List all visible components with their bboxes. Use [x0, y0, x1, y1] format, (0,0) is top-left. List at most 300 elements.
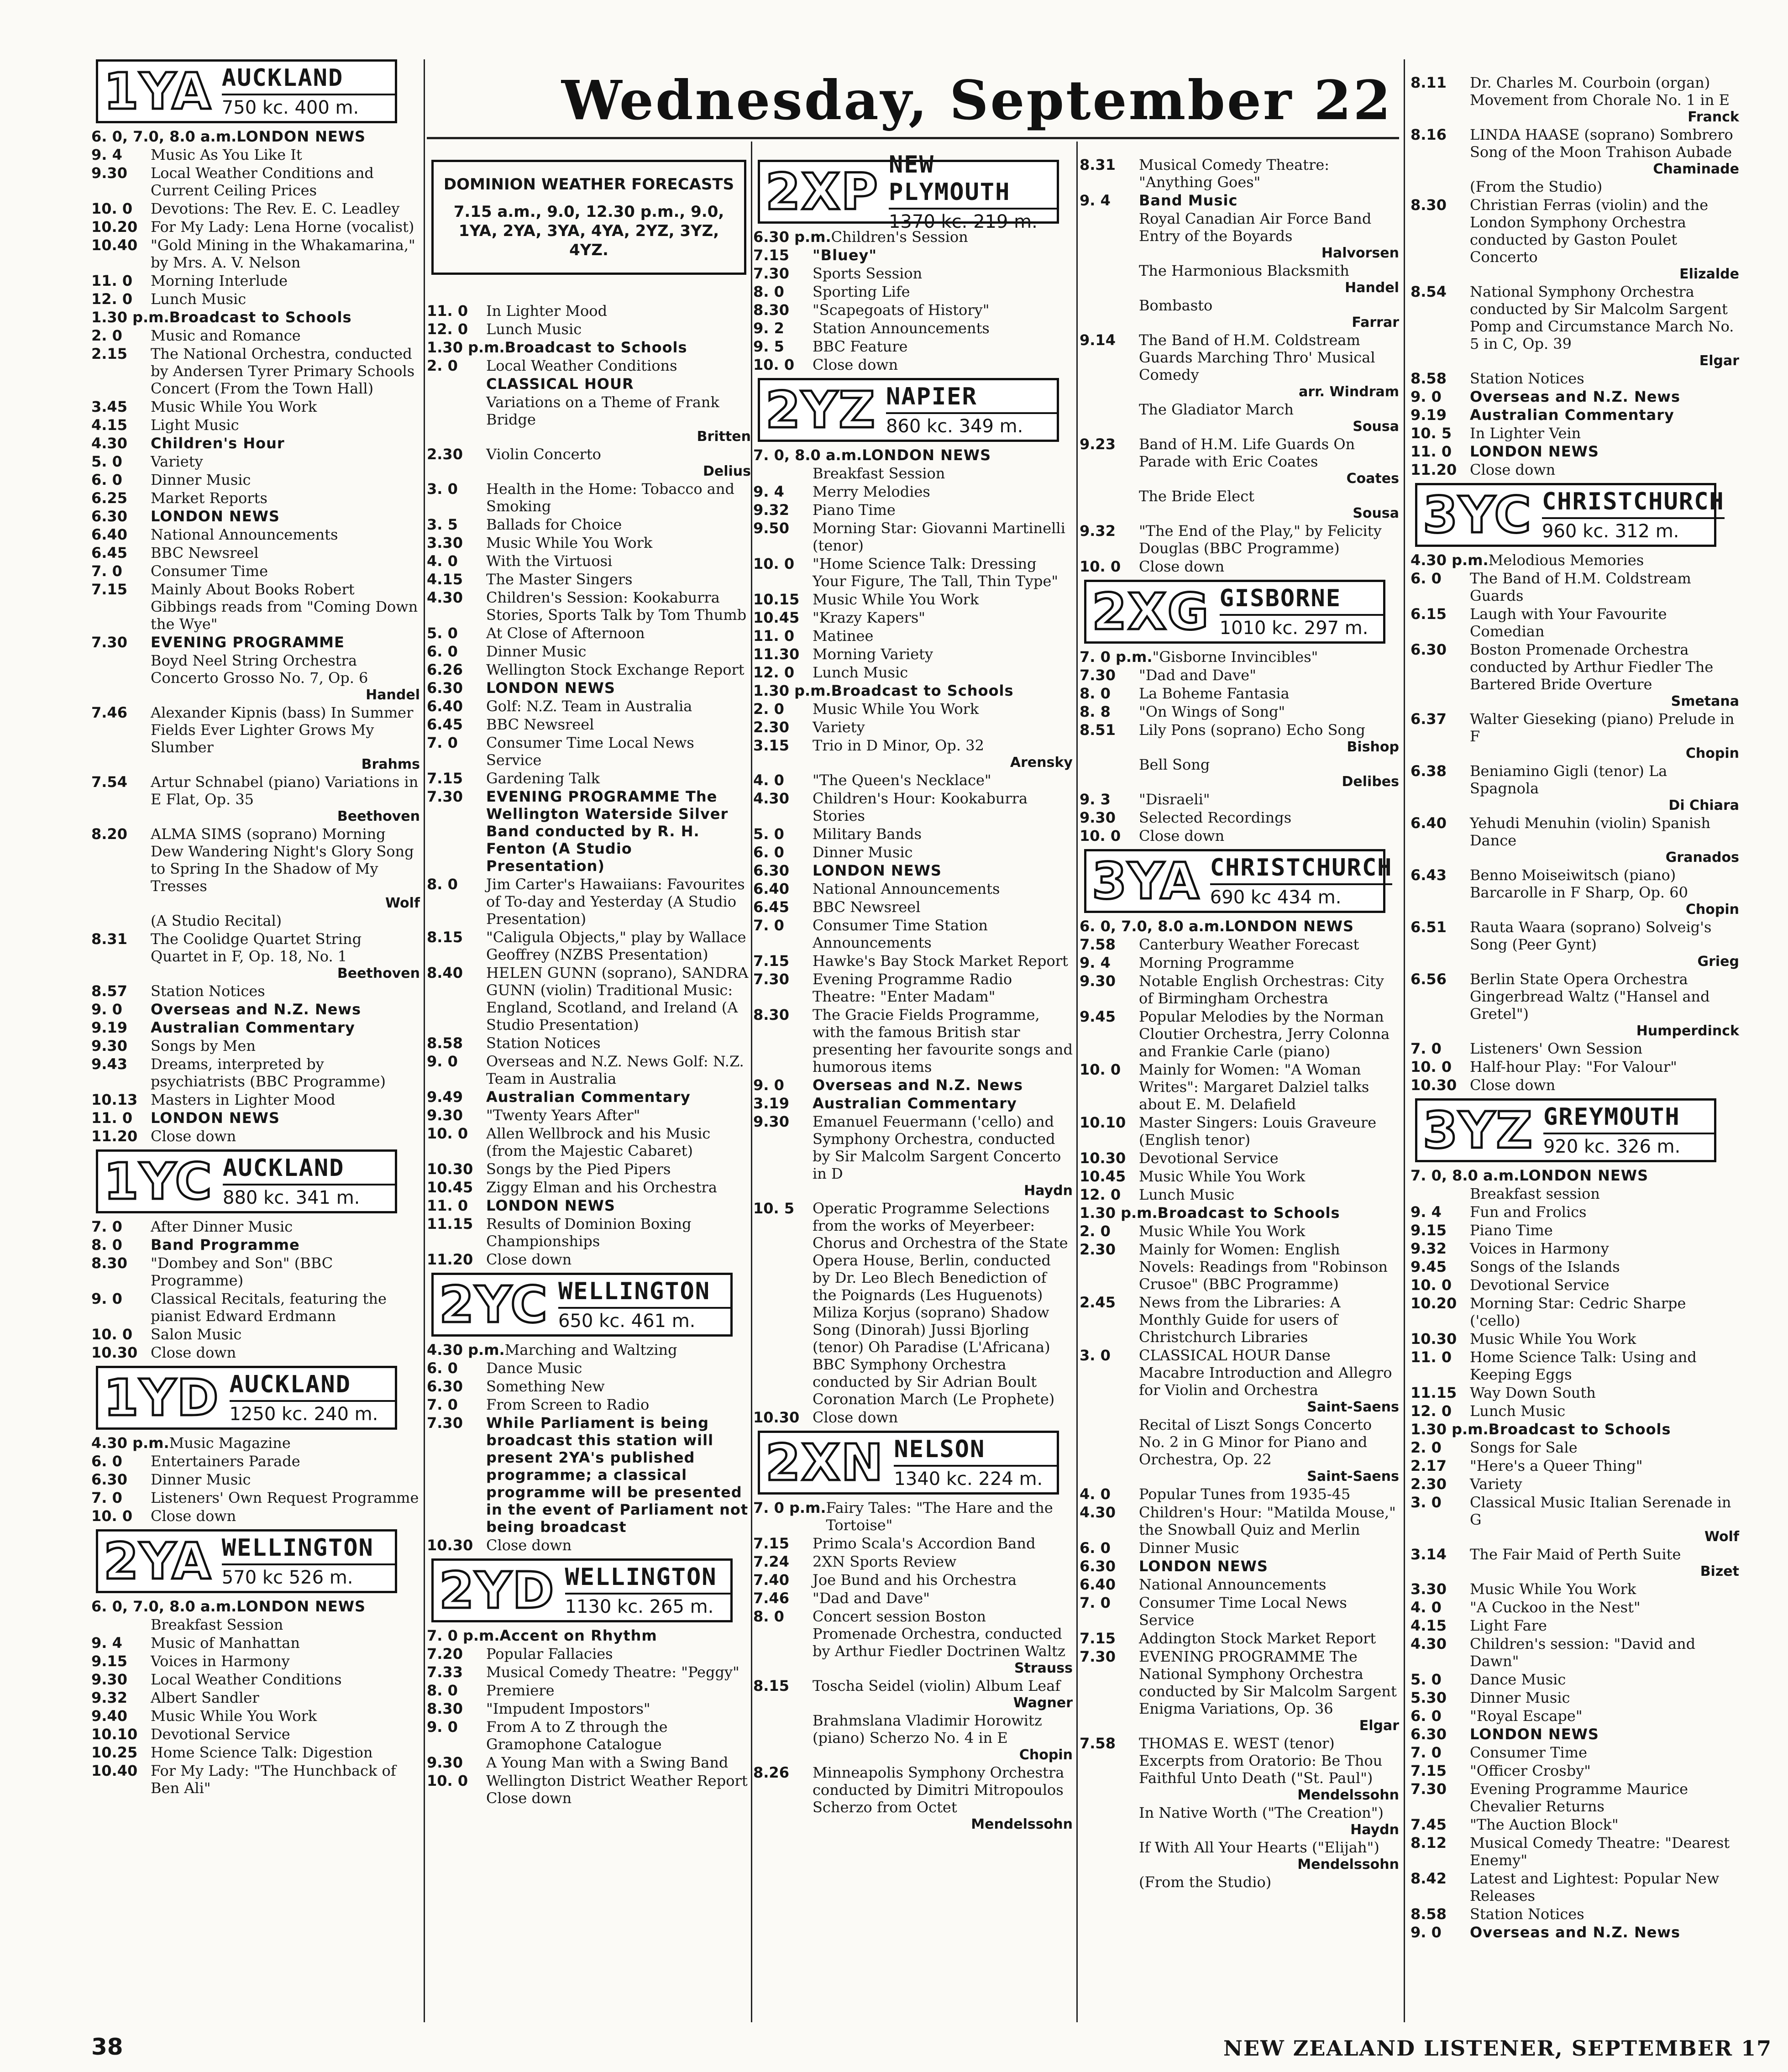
programme-time: 10.20	[91, 218, 138, 236]
station-call-sign: 1YC	[104, 1152, 213, 1211]
programme-time: 6.30	[1410, 1726, 1447, 1743]
station-info	[554, 1275, 730, 1334]
programme-time: 7. 0 p.m.	[1080, 648, 1153, 666]
programme-item	[753, 771, 1073, 789]
programme-item	[91, 1019, 420, 1036]
programme-title: "Disraeli"	[1139, 791, 1210, 808]
programme-time: 3. 0	[1080, 1347, 1111, 1364]
programme-title: The Master Singers	[486, 571, 633, 588]
programme-title: Dinner Music	[486, 643, 587, 660]
programme-title: Close down	[813, 356, 898, 373]
programme-item	[1410, 406, 1739, 424]
programme-item	[427, 1088, 751, 1106]
programme-time: 10. 0	[753, 356, 795, 373]
programme-item	[1410, 283, 1739, 352]
programme-item	[1410, 1475, 1739, 1493]
programme-title: BBC Feature	[813, 338, 908, 355]
programme-time: 6.40	[753, 880, 789, 897]
programme-time: 6.45	[427, 716, 463, 733]
programme-item	[91, 1434, 420, 1452]
programme-item	[91, 634, 420, 651]
programme-item	[427, 788, 751, 875]
programme-time: 7. 0 p.m.	[753, 1499, 826, 1516]
programme-item	[91, 1037, 420, 1054]
programme-time: 7.58	[1080, 1735, 1116, 1752]
programme-title: Rauta Waara (soprano) Solveig's Song (Peer Gynt)	[1470, 918, 1712, 953]
programme-item	[91, 1055, 420, 1090]
programme-item	[91, 1762, 420, 1797]
programme-title: "The Auction Block"	[1470, 1816, 1619, 1833]
programme-item	[753, 737, 1073, 754]
programme-item	[1410, 1599, 1739, 1616]
programme-title: Accent on Rhythm	[499, 1627, 657, 1644]
programme-time: 6.30	[91, 1471, 127, 1488]
weather-times: 7.15 a.m., 9.0, 12.30 p.m., 9.0, 1YA, 2YA, 3YA, 4YA, 2YZ, 3YZ, 4YZ.	[453, 203, 724, 259]
programme-title: Listeners' Own Session	[1470, 1040, 1643, 1057]
programme-title: Sporting Life	[813, 283, 910, 300]
programme-time: 9.50	[753, 519, 789, 537]
station-frequency: 1340 kc. 224 m.	[894, 1469, 1043, 1490]
station-section	[427, 1273, 751, 1554]
programme-time: 5. 0	[753, 825, 784, 843]
station-call-sign: 2YA	[104, 1532, 212, 1590]
programme-time: 6. 0	[91, 1453, 122, 1470]
programme-item	[1410, 178, 1739, 195]
programme-item	[753, 917, 1073, 951]
programme-item	[427, 357, 751, 374]
programme-item	[1080, 1168, 1399, 1185]
programme-time: 10. 0	[91, 1326, 133, 1343]
programme-title: Band Music	[1139, 192, 1238, 209]
programme-time: 4.30 p.m.	[91, 1434, 169, 1452]
programme-title: Wellington Stock Exchange Report	[486, 661, 745, 678]
programme-item	[1080, 1222, 1399, 1240]
programme-time: 9.49	[427, 1088, 463, 1106]
programme-title: In Lighter Vein	[1470, 425, 1581, 442]
programme-item	[1410, 1924, 1739, 1941]
station-header-box	[1084, 849, 1393, 913]
programme-title: Music While You Work	[1470, 1330, 1636, 1348]
programme-title: BBC Newsreel	[486, 716, 594, 733]
programme-item	[1410, 388, 1739, 405]
programme-title: Jim Carter's Hawaiians: Favourites of To-day and Yesterday (A Studio Presentation)	[486, 876, 745, 928]
programme-time: 3.30	[427, 534, 463, 551]
programme-item	[753, 283, 1073, 300]
programme-item	[91, 652, 420, 687]
programme-item	[1410, 1905, 1739, 1923]
programme-time: 11. 0	[1410, 1348, 1452, 1366]
programme-title: Lunch Music	[813, 664, 908, 681]
programme-title: Popular Fallacies	[486, 1645, 613, 1663]
programme-title: Dinner Music	[1139, 1539, 1239, 1557]
programme-title: LONDON NEWS	[862, 446, 991, 464]
programme-item	[753, 483, 1073, 500]
programme-time: 11. 0	[753, 627, 795, 645]
programme-item	[427, 1034, 751, 1052]
programme-item	[1410, 641, 1739, 693]
programme-title: BBC Newsreel	[151, 544, 259, 561]
programme-time: 9.19	[1410, 406, 1447, 424]
programme-title: Local Weather Conditions and Current Ceiling Prices	[151, 164, 374, 199]
programme-title: Music While You Work	[813, 591, 979, 608]
programme-title: Music and Romance	[151, 327, 301, 344]
programme-item	[753, 1608, 1073, 1660]
programme-title: Children's session: "David and Dawn"	[1470, 1635, 1696, 1670]
programme-item	[753, 446, 1073, 464]
programme-item	[753, 1712, 1073, 1747]
programme-time: 8. 8	[1080, 703, 1111, 720]
programme-time: 2.30	[1410, 1475, 1447, 1493]
programme-item	[427, 1125, 751, 1159]
programme-title: Australian Commentary	[486, 1088, 691, 1106]
programme-time: 10.20	[1410, 1295, 1457, 1312]
composer-name: Mendelssohn	[971, 1816, 1073, 1832]
programme-title: Addington Stock Market Report	[1139, 1630, 1376, 1647]
composer-name: Halvorsen	[1321, 245, 1399, 261]
programme-item	[91, 1290, 420, 1325]
programme-item	[1080, 1204, 1399, 1222]
programme-item	[753, 627, 1073, 645]
programme-title: Close down	[151, 1344, 236, 1361]
programme-item	[91, 146, 420, 163]
programme-title: Broadcast to Schools	[169, 309, 352, 326]
programme-item	[427, 1251, 751, 1268]
programme-time: 2.15	[91, 345, 127, 362]
programme-title: Music While You Work	[151, 1707, 317, 1725]
programme-time: 2.30	[1080, 1241, 1116, 1258]
programme-title: The Gracie Fields Programme, with the famous British star presenting her favourite songs and humorous items	[813, 1006, 1073, 1075]
programme-time: 6. 0	[1410, 1707, 1442, 1725]
programme-item	[1410, 1580, 1739, 1598]
programme-item	[91, 1671, 420, 1688]
programme-item	[1080, 488, 1399, 505]
programme-title: Piano Time	[813, 501, 896, 519]
programme-title: The Harmonious Blacksmith	[1139, 262, 1349, 279]
programme-title: Classical Recitals, featuring the pianist Edward Erdmann	[151, 1290, 387, 1325]
station-info	[889, 1433, 1057, 1492]
programme-item	[1080, 156, 1399, 191]
programme-title: Close down	[1139, 558, 1225, 575]
programme-time: 7.15	[91, 581, 127, 598]
programme-time: 9. 0	[753, 1076, 784, 1094]
programme-time: 8.30	[753, 301, 789, 319]
programme-title: Minneapolis Symphony Orchestra conducted by Dimitri Mitropoulos Scherzo from Octet	[813, 1764, 1064, 1816]
programme-time: 7. 0	[1410, 1040, 1442, 1057]
station-header-box	[431, 1273, 733, 1337]
composer-name: Granados	[1665, 850, 1739, 866]
programme-title: A Young Man with a Swing Band	[486, 1754, 729, 1771]
station-city: WELLINGTON	[558, 1278, 730, 1309]
programme-title: HELEN GUNN (soprano), SANDRA GUNN (violin) Traditional Music: England, Scotland, and Ireland (A Studio Presentation)	[486, 964, 749, 1033]
programme-time: 7.30	[1410, 1780, 1447, 1798]
programme-time: 6.30	[1410, 641, 1447, 658]
programme-item	[427, 1378, 751, 1395]
programme-item	[1080, 1594, 1399, 1629]
composer-name: Britten	[697, 429, 751, 445]
programme-item	[1080, 297, 1399, 314]
composer-name: Sousa	[1353, 419, 1399, 435]
programme-time: 4.15	[427, 571, 463, 588]
programme-title: Overseas and N.Z. News	[1470, 1924, 1681, 1941]
programme-item	[1080, 331, 1399, 383]
programme-item	[427, 679, 751, 697]
station-city: NELSON	[894, 1436, 1057, 1467]
programme-title: Consumer Time Local News Service	[486, 734, 694, 769]
programme-title: Dance Music	[486, 1359, 582, 1377]
station-section	[1080, 849, 1399, 1891]
programme-title: Operatic Programme Selections from the works of Meyerbeer: Chorus and Orchestra of the State Opera House, Berlin, conducted by Dr. Leo Blech Benediction of the Poignards (Les Huguenots) Miliza Korjus (soprano) Shadow Song (Dinorah) Jussi Bjorling (tenor) Oh Paradise (L'Africana) BBC Symphony Orchestra conducted by Sir Adrian Boult Coronation March (Le Prophete)	[813, 1200, 1068, 1408]
programme-item	[1080, 1539, 1399, 1557]
programme-time: 8.40	[427, 964, 463, 981]
programme-title: Light Music	[151, 416, 239, 434]
programme-title: Alexander Kipnis (bass) In Summer Fields Ever Lighter Grows My Slumber	[151, 704, 414, 756]
programme-item	[1410, 1780, 1739, 1815]
composer-name: Wolf	[1704, 1529, 1739, 1545]
programme-item	[91, 1254, 420, 1289]
station-header-box	[1415, 483, 1725, 547]
programme-item	[1410, 605, 1739, 640]
composer-name: Sousa	[1353, 505, 1399, 521]
programme-item	[1080, 1648, 1399, 1717]
programme-title: Lunch Music	[151, 290, 246, 308]
programme-item	[753, 880, 1073, 897]
programme-time: 8.54	[1410, 283, 1447, 300]
programme-time: 2. 0	[91, 327, 122, 344]
programme-title: Lunch Music	[1139, 1186, 1235, 1203]
programme-title: ALMA SIMS (soprano) Morning Dew Wandering Night's Glory Song to Spring In the Shadow of My Tresses	[151, 825, 414, 895]
programme-item	[427, 534, 751, 551]
programme-item	[91, 825, 420, 895]
programme-item	[1080, 972, 1399, 1007]
programme-time: 4.15	[91, 416, 127, 434]
programme-time: 6.45	[753, 898, 789, 916]
programme-title: Breakfast session	[1470, 1185, 1600, 1202]
programme-time: 10.25	[91, 1744, 138, 1761]
column-2	[427, 155, 751, 1808]
programme-item	[753, 952, 1073, 970]
programme-time: 10.45	[753, 609, 800, 626]
station-frequency: 1010 kc. 297 m.	[1219, 618, 1369, 639]
programme-item	[427, 1359, 751, 1377]
programme-title: Devotional Service	[1139, 1149, 1279, 1167]
programme-title: Masters in Lighter Mood	[151, 1091, 336, 1108]
station-section	[427, 302, 751, 1268]
programme-item	[1080, 1504, 1399, 1538]
station-city: WELLINGTON	[565, 1563, 731, 1595]
programme-item	[91, 1001, 420, 1018]
programme-item	[1410, 762, 1739, 797]
station-call-sign: 2YZ	[766, 381, 876, 439]
station-city: GISBORNE	[1220, 585, 1383, 616]
programme-item	[753, 465, 1073, 482]
programme-item	[1080, 685, 1399, 702]
programme-item	[91, 164, 420, 199]
programme-title: "Caligula Objects," play by Wallace Geoffrey (NZBS Presentation)	[486, 928, 746, 963]
programme-title: Sports Session	[813, 265, 923, 282]
programme-time: 8.15	[427, 928, 463, 946]
programme-title: The Gladiator March	[1139, 401, 1294, 418]
programme-time: 2.30	[427, 446, 463, 463]
programme-item	[1080, 1576, 1399, 1593]
programme-title: Artur Schnabel (piano) Variations in E Flat, Op. 35	[151, 773, 419, 808]
programme-item	[1410, 1816, 1739, 1833]
composer-name: Arensky	[1010, 755, 1073, 771]
programme-title: EVENING PROGRAMME The Wellington Waterside Silver Band conducted by R. H. Fenton (A Studio Presentation)	[486, 788, 729, 875]
programme-item	[1410, 551, 1739, 569]
station-city: AUCKLAND	[230, 1371, 395, 1402]
programme-title: Music While You Work	[1470, 1580, 1636, 1598]
programme-title: Close down	[1470, 1076, 1556, 1094]
programme-item	[427, 446, 751, 463]
programme-time: 5.30	[1410, 1689, 1447, 1706]
station-frequency: 1130 kc. 265 m.	[565, 1596, 714, 1617]
programme-item	[1410, 1276, 1739, 1294]
programme-item	[427, 1341, 751, 1359]
station-call-sign: 2XG	[1092, 582, 1210, 641]
programme-time: 10. 0	[427, 1125, 468, 1142]
programme-title: Notable English Orchestras: City of Birmingham Orchestra	[1139, 972, 1384, 1007]
composer-name: Delibes	[1342, 774, 1399, 790]
programme-time: 2. 0	[753, 700, 784, 718]
programme-title: EVENING PROGRAMME	[151, 634, 345, 651]
programme-title: Mainly for Women: English Novels: Readings from "Robinson Crusoe" (BBC Programme)	[1139, 1241, 1388, 1293]
programme-time: 7.15	[753, 247, 789, 264]
programme-title: "A Cuckoo in the Nest"	[1470, 1599, 1641, 1616]
programme-item	[1080, 1630, 1399, 1647]
programme-item	[1080, 1186, 1399, 1203]
programme-time: 11. 0	[1410, 443, 1452, 460]
programme-time: 9. 3	[1080, 791, 1111, 808]
programme-time: 10.45	[427, 1179, 473, 1196]
programme-title: Children's Hour: Kookaburra Stories	[813, 790, 1028, 824]
programme-title: Selected Recordings	[1139, 809, 1292, 826]
programme-item	[91, 773, 420, 808]
programme-item	[427, 1107, 751, 1124]
programme-title: The Band of H.M. Coldstream Guards	[1470, 570, 1691, 604]
programme-title: Children's Hour: "Matilda Mouse," the Snowball Quiz and Merlin	[1139, 1504, 1396, 1538]
programme-title: Evening Programme Radio Theatre: "Enter Madam"	[813, 970, 1012, 1005]
programme-title: Violin Concerto	[486, 446, 601, 463]
programme-item	[1410, 425, 1739, 442]
column-4	[1080, 155, 1399, 1892]
programme-time: 9. 4	[91, 1634, 122, 1652]
programme-item	[753, 970, 1073, 1005]
programme-item	[91, 398, 420, 415]
composer-name: Haydn	[1024, 1183, 1073, 1199]
weather-forecast-box	[431, 160, 746, 275]
programme-time: 8.16	[1410, 126, 1447, 143]
programme-item	[91, 236, 420, 271]
programme-item	[427, 698, 751, 715]
programme-item	[91, 309, 420, 326]
station-header-box	[96, 1149, 397, 1213]
programme-item	[91, 453, 420, 470]
programme-title: CLASSICAL HOUR Danse Macabre Introduction and Allegro for Violin and Orchestra	[1139, 1347, 1392, 1399]
programme-time: 2.45	[1080, 1294, 1116, 1311]
station-header-box	[96, 59, 397, 123]
programme-item	[753, 898, 1073, 916]
programme-time: 9.14	[1080, 331, 1116, 349]
programme-time: 8.15	[753, 1677, 789, 1694]
programme-title: For My Lady: "The Hunchback of Ben Ali"	[151, 1762, 396, 1797]
programme-item	[1410, 1707, 1739, 1725]
programme-title: Australian Commentary	[151, 1019, 355, 1036]
composer-name: Coates	[1346, 471, 1399, 487]
programme-time: 7. 0	[91, 562, 122, 580]
programme-item	[427, 393, 751, 428]
programme-item	[753, 1764, 1073, 1816]
programme-title: Children's Hour	[151, 435, 285, 452]
programme-item	[91, 544, 420, 561]
programme-title: Music While You Work	[1139, 1168, 1306, 1185]
station-section	[1080, 156, 1399, 575]
programme-time: 9.32	[1080, 522, 1116, 540]
programme-title: Morning Interlude	[151, 272, 288, 289]
programme-time: 2.17	[1410, 1457, 1447, 1474]
programme-item	[1080, 1804, 1399, 1821]
programme-time: 6.15	[1410, 605, 1447, 623]
programme-item	[1080, 1114, 1399, 1149]
programme-title: Wellington District Weather Report Close down	[486, 1772, 748, 1807]
station-info	[1206, 851, 1393, 911]
programme-time: 9. 0	[427, 1053, 458, 1070]
programme-time: 10.30	[427, 1537, 473, 1554]
programme-title: Dreams, interpreted by psychiatrists (BBC Programme)	[151, 1055, 386, 1090]
programme-item	[1080, 918, 1399, 935]
station-section	[91, 1529, 420, 1797]
programme-time: 12. 0	[427, 320, 468, 338]
programme-title: Music As You Like It	[151, 146, 302, 163]
programme-item	[753, 555, 1073, 590]
programme-title: Home Science Talk: Digestion	[151, 1744, 373, 1761]
composer-name: Chaminade	[1653, 161, 1739, 177]
programme-title: "Dombey and Son" (BBC Programme)	[151, 1254, 333, 1289]
programme-title: Recital of Liszt Songs Concerto No. 2 in G Minor for Piano and Orchestra, Op. 22	[1139, 1416, 1372, 1468]
programme-title: Marching and Waltzing	[504, 1341, 677, 1359]
programme-title: Station Notices	[151, 982, 265, 1000]
programme-item	[1410, 1203, 1739, 1221]
magazine-footer: NEW ZEALAND LISTENER, SEPTEMBER 17	[1223, 2036, 1772, 2061]
programme-time: 9.30	[91, 1037, 127, 1054]
programme-time: 11.15	[427, 1215, 473, 1233]
programme-time	[753, 465, 813, 482]
programme-title: Music While You Work	[486, 534, 653, 551]
programme-item	[1410, 866, 1739, 901]
programme-title: Market Reports	[151, 489, 267, 507]
programme-time: 6.51	[1410, 918, 1447, 936]
programme-item	[753, 1200, 1073, 1408]
programme-title: Consumer Time	[1470, 1744, 1587, 1761]
programme-item	[753, 320, 1073, 337]
programme-title: Benno Moiseiwitsch (piano) Barcarolle in F Sharp, Op. 60	[1470, 866, 1688, 901]
programme-item	[753, 645, 1073, 663]
programme-time: 10.15	[753, 591, 800, 608]
programme-time: 6. 0	[1080, 1539, 1111, 1557]
station-call-sign: 2XN	[766, 1433, 884, 1492]
programme-time: 8.31	[91, 930, 127, 948]
composer-name: Beethoven	[337, 965, 420, 981]
programme-item	[1080, 721, 1399, 739]
programme-item	[1080, 703, 1399, 720]
programme-time: 7.30	[427, 788, 463, 805]
programme-title: Berlin State Opera Orchestra Gingerbread Waltz ("Hansel and Gretel")	[1470, 970, 1710, 1023]
programme-time	[753, 1712, 813, 1747]
station-info	[881, 380, 1057, 440]
programme-time: 9.40	[91, 1707, 127, 1725]
programme-time	[1080, 488, 1139, 505]
programme-item	[1080, 192, 1399, 209]
programme-time: 7.30	[753, 265, 789, 282]
